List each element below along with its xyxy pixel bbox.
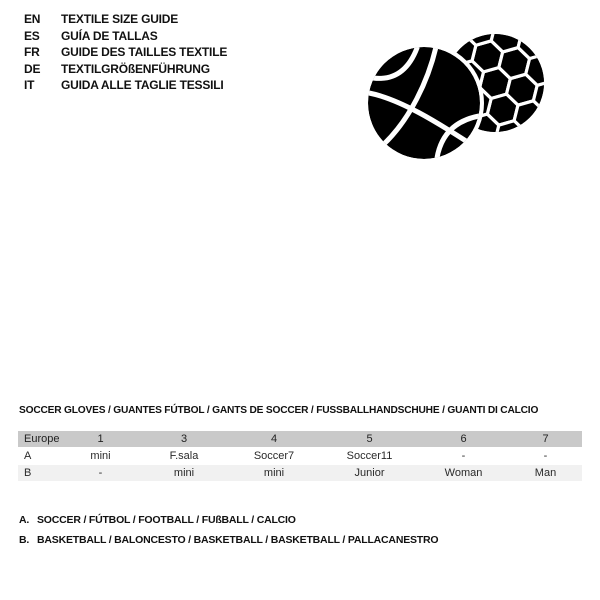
table-cell: - bbox=[60, 465, 141, 482]
table-cell: - bbox=[509, 448, 582, 465]
table-row-b bbox=[18, 465, 582, 482]
column-header: 4 bbox=[227, 431, 321, 448]
table-cell: mini bbox=[141, 465, 227, 482]
column-header: 6 bbox=[418, 431, 509, 448]
table-header-row bbox=[18, 431, 582, 448]
language-label: TEXTILE SIZE GUIDE bbox=[61, 12, 179, 26]
column-header: 7 bbox=[509, 431, 582, 448]
table-cell: mini bbox=[227, 465, 321, 482]
language-row-es bbox=[24, 28, 227, 45]
table-cell: Soccer11 bbox=[321, 448, 418, 465]
language-label: GUIDE DES TAILLES TEXTILE bbox=[61, 45, 228, 59]
language-code: IT bbox=[24, 78, 35, 92]
table-cell: mini bbox=[60, 448, 141, 465]
language-row-en bbox=[24, 11, 227, 28]
row-label: B bbox=[18, 465, 60, 482]
footnote-label: B. bbox=[19, 534, 30, 546]
table-cell: Junior bbox=[321, 465, 418, 482]
column-header: 1 bbox=[60, 431, 141, 448]
language-row-de bbox=[24, 61, 227, 78]
language-row-it bbox=[24, 77, 227, 94]
size-table-title: SOCCER GLOVES / GUANTES FÚTBOL / GANTS DE SOCCER / FUSSBALLHANDSCHUHE / GUANTI DI CALCIO bbox=[19, 404, 539, 416]
column-header: 5 bbox=[321, 431, 418, 448]
table-cell: Soccer7 bbox=[227, 448, 321, 465]
language-label: TEXTILGRÖßENFÜHRUNG bbox=[61, 61, 210, 76]
balls-svg bbox=[358, 6, 598, 198]
language-row-fr bbox=[24, 44, 227, 61]
table-cell: - bbox=[418, 448, 509, 465]
size-table bbox=[18, 431, 582, 482]
table-row-a bbox=[18, 448, 582, 465]
table-cell: Woman bbox=[418, 465, 509, 482]
language-code: ES bbox=[24, 28, 40, 43]
table-cell: F.sala bbox=[141, 448, 227, 465]
footnote-text: BASKETBALL / BALONCESTO / BASKETBALL / BASKETBALL / PALLACANESTRO bbox=[37, 534, 439, 546]
column-header-europe: Europe bbox=[18, 431, 60, 448]
table-cell: Man bbox=[509, 465, 582, 482]
footnote-b bbox=[19, 530, 579, 550]
language-label: GUIDA ALLE TAGLIE TESSILI bbox=[61, 78, 224, 92]
footnote-a bbox=[19, 510, 579, 530]
basketball-icon bbox=[368, 47, 480, 159]
language-code: DE bbox=[24, 61, 41, 76]
language-title-list bbox=[24, 11, 227, 94]
table-footnotes bbox=[19, 510, 579, 550]
footnote-text: SOCCER / FÚTBOL / FOOTBALL / FUßBALL / CALCIO bbox=[37, 514, 296, 526]
sports-balls-illustration bbox=[358, 6, 598, 198]
language-code: FR bbox=[24, 45, 40, 59]
language-code: EN bbox=[24, 12, 41, 26]
column-header: 3 bbox=[141, 431, 227, 448]
footnote-label: A. bbox=[19, 514, 30, 526]
row-label: A bbox=[18, 448, 60, 465]
language-label: GUÍA DE TALLAS bbox=[61, 28, 158, 43]
